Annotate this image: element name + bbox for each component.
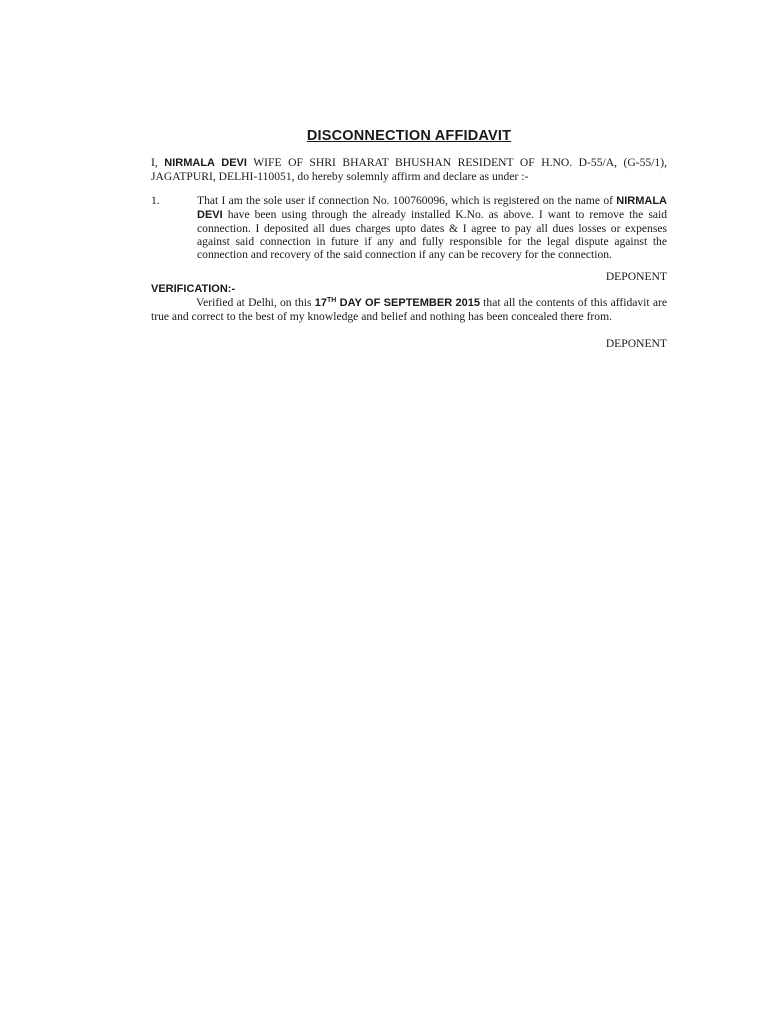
item-text-pre: That I am the sole user if connection No. 100760096, which is registered on the name of — [197, 194, 617, 207]
item-bold-name: NIRMALA DEVI — [197, 195, 667, 221]
item-text-post: have been using through the already installed K.No. as above. I want to remove the said connection. I deposited all dues charges upto dates & I agree to pay all dues losses or expenses against said connection in future if any and fully responsible for the legal dispute against the connection and recovery of the said connection if any can be recovery for the connection. — [197, 208, 667, 261]
verification-day: 17 — [314, 297, 327, 309]
deponent-name: NIRMALA DEVI — [164, 157, 247, 169]
verification-heading: VERIFICATION:- — [151, 283, 236, 295]
list-item — [151, 194, 667, 261]
verification-pre: Verified at Delhi, on this — [196, 296, 315, 309]
verification-day-suffix: TH — [326, 297, 337, 304]
deponent-signature-2: DEPONENT — [605, 337, 667, 350]
deponent-signature-1: DEPONENT — [605, 270, 667, 283]
document-title: DISCONNECTION AFFIDAVIT — [306, 128, 512, 144]
affidavit-page — [151, 128, 667, 350]
verification-date — [315, 297, 480, 309]
intro-post: WIFE OF SHRI BHARAT BHUSHAN RESIDENT OF H.NO. D-55/A, (G-55/1), JAGATPURI, DELHI-110051, do hereby solemnly affirm and declare as under :- — [151, 156, 667, 183]
item-number: 1. — [151, 194, 160, 207]
verification-paragraph — [151, 296, 667, 323]
verification-post: that all the contents of this affidavit are true and correct to the best of my knowledge and belief and nothing has been concealed there from. — [151, 296, 667, 323]
intro-pre: I, — [151, 156, 165, 169]
item-text — [197, 194, 667, 261]
verification-month-year: DAY OF SEPTEMBER 2015 — [336, 297, 480, 309]
intro-paragraph — [151, 156, 667, 183]
